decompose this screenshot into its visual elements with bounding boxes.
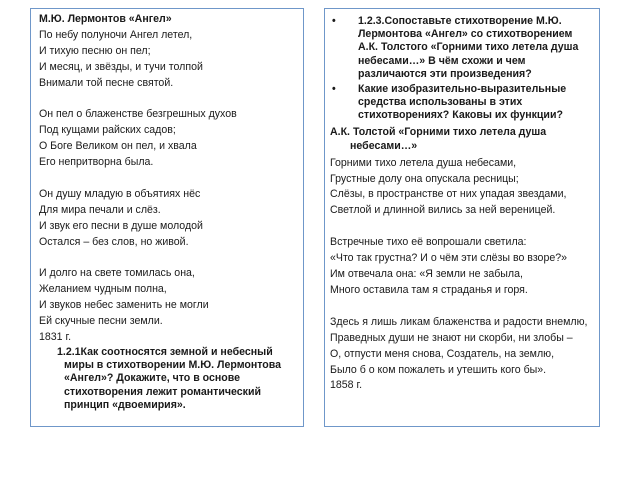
poem-year: 1831 г. bbox=[39, 331, 72, 344]
poem-line: Горними тихо летела душа небесами, bbox=[330, 156, 517, 169]
poem-line: Остался – без слов, но живой. bbox=[39, 235, 189, 248]
question-1-2-3: 1.2.3.Сопоставьте стихотворение М.Ю. Лермонтова «Ангел» со стихотворением А.К. Толстого «Горними тихо летела душа небесами…» В чём схожи и чем различаются эти произведения? bbox=[358, 15, 579, 80]
poem-line: И долго на свете томилась она, bbox=[39, 267, 195, 280]
poem-line: Желанием чудным полна, bbox=[39, 283, 167, 296]
poem-line: Ей скучные песни земли. bbox=[39, 315, 163, 328]
bullet-icon: • bbox=[332, 15, 336, 27]
tolstoy-panel bbox=[324, 8, 600, 427]
poem-line: О, отпусти меня снова, Создатель, на землю, bbox=[330, 347, 555, 360]
poem-line: Светлой и длинной вились за ней вереницей. bbox=[330, 204, 556, 217]
poem-line: Для мира печали и слёз. bbox=[39, 203, 161, 216]
poem-line: Слёзы, в пространстве от них упадая звездами, bbox=[330, 188, 567, 201]
poem-line: Его непритворна была. bbox=[39, 156, 154, 169]
poem-line: Он пел о блаженстве безгрешных духов bbox=[39, 108, 237, 121]
poem-line: Здесь я лишь ликам блаженства и радости внемлю, bbox=[330, 315, 588, 328]
poem-line: Грустные долу она опускала ресницы; bbox=[330, 172, 519, 185]
poem-line: По небу полуночи Ангел летел, bbox=[39, 28, 193, 41]
poem-title: А.К. Толстой «Горними тихо летела душа небесами…» bbox=[330, 125, 547, 152]
poem-line: И месяц, и звёзды, и тучи толпой bbox=[39, 60, 203, 73]
poem-line: И тихую песню он пел; bbox=[39, 44, 151, 57]
question-devices: Какие изобразительно-выразительные средства использованы в этих стихотворениях? Каковы их функции? bbox=[358, 83, 567, 122]
poem-line: Он душу младую в объятиях нёс bbox=[39, 187, 201, 200]
question-1-2-1: 1.2.1Как соотносятся земной и небесный миры в стихотворении М.Ю. Лермонтова «Ангел»? Докажите, что в основе стихотворения лежит романтический принцип «двоемирия». bbox=[57, 345, 282, 411]
poem-line: Им отвечала она: «Я земли не забыла, bbox=[330, 267, 523, 280]
poem-title: М.Ю. Лермонтов «Ангел» bbox=[39, 13, 172, 25]
question-bullet bbox=[330, 15, 599, 81]
poem-line: Было б о ком пожалеть и утешить кого бы». bbox=[330, 363, 547, 376]
bullet-icon: • bbox=[332, 83, 336, 96]
poem-line: Встречные тихо её вопрошали светила: bbox=[330, 236, 527, 249]
poem-line: О Боге Великом он пел, и хвала bbox=[39, 140, 197, 153]
question-bullet bbox=[330, 83, 599, 123]
poem-line: Под кущами райских садов; bbox=[39, 124, 176, 137]
poem-year: 1858 г. bbox=[330, 379, 363, 392]
poem-line: И звуков небес заменить не могли bbox=[39, 299, 209, 312]
poem-line: Много оставила там я страданья и горя. bbox=[330, 283, 528, 296]
poem-line: И звук его песни в душе молодой bbox=[39, 219, 203, 232]
poem-line: Праведных души не знают ни скорби, ни злобы – bbox=[330, 331, 573, 344]
poem-line: Внимали той песне святой. bbox=[39, 76, 174, 89]
lermontov-panel bbox=[30, 8, 304, 427]
poem-line: «Что так грустна? И о чём эти слёзы во взоре?» bbox=[330, 252, 568, 265]
